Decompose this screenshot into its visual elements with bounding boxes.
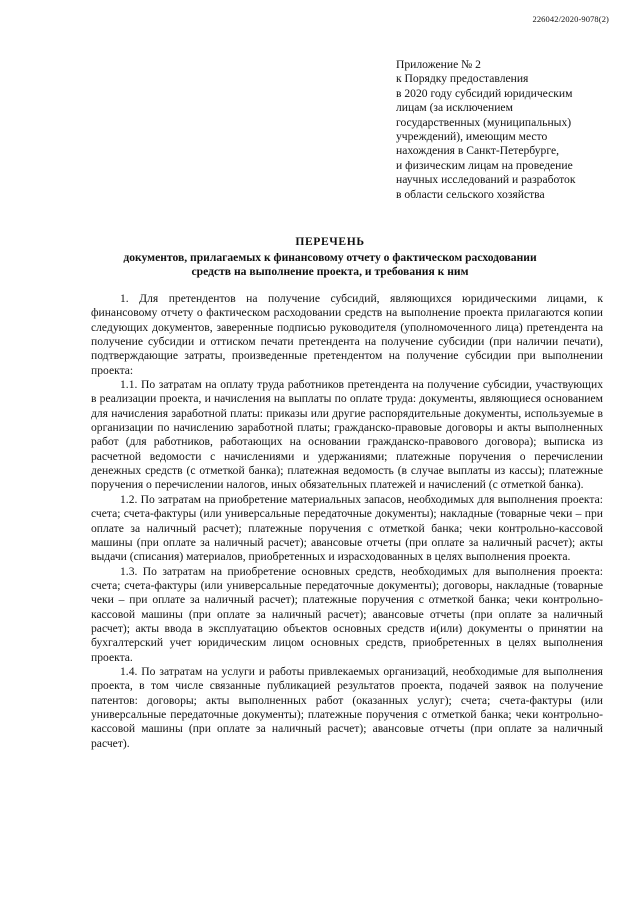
title-subheading-line: документов, прилагаемых к финансовому отчету о фактическом расходовании: [123, 250, 537, 264]
paragraph-1-4: 1.4. По затратам на услуги и работы привлекаемых организаций, необходимые для выполнения проекта, в том числе связанные публикацией результатов проекта, подачей заявок на получение патентов: договоры; акты выполненных работ (оказанных услуг); счета; счета-фактуры (или универсальные передаточные документы); платежные поручения с отметкой банка; чеки контрольно-кассовой машины (при оплате за наличный расчет); авансовые отчеты (при оплате за наличный расчет).: [91, 664, 603, 750]
paragraph-1-3: 1.3. По затратам на приобретение основных средств, необходимых для выполнения проекта: счета; счета-фактуры (или универсальные передаточные документы); договоры, накладные (товарные чеки – при оплате за наличный расчет); платежные поручения с отметкой банка; чеки контрольно-кассовой машины (при оплате за наличный расчет); авансовые отчеты (при оплате за наличный расчет); акты ввода в эксплуатацию объектов основных средств и(или) документы о принятии на бухгалтерский учет юридическим лицом основных средств, приобретенных в целях выполнения проекта.: [91, 564, 603, 664]
appendix-line: и физическим лицам на проведение: [396, 158, 573, 172]
document-number: 226042/2020-9078(2): [532, 14, 609, 24]
paragraph-1: 1. Для претендентов на получение субсидий, являющихся юридическими лицами, к финансовому отчету о фактическом расходовании средств на выполнение проекта прилагаются копии следующих документов, заверенные подписью руководителя (уполномоченного лица) претендента на получение субсидии и оттиском печати претендента на получение субсидии (при наличии печати), подтверждающие затраты, произведенные претендентом на получение субсидии при выполнении проекта:: [91, 292, 603, 377]
appendix-line: в области сельского хозяйства: [396, 187, 545, 201]
appendix-line: лицам (за исключением: [396, 101, 513, 115]
appendix-line: Приложение № 2: [396, 58, 481, 71]
appendix-line: государственных (муниципальных): [396, 115, 572, 129]
title-subheading-line: средств на выполнение проекта, и требования к ним: [191, 265, 469, 278]
document-title: [80, 235, 580, 280]
appendix-line: научных исследований и разработок: [396, 173, 576, 187]
appendix-block: [396, 58, 621, 202]
appendix-line: нахождения в Санкт-Петербурге,: [396, 144, 559, 158]
document-body: [91, 292, 603, 751]
paragraph-1-2: 1.2. По затратам на приобретение материальных запасов, необходимых для выполнения проекта: счета; счета-фактуры (или универсальные передаточные документы); накладные (товарные чеки – при оплате за наличный расчет); платежные поручения с отметкой банка; чеки контрольно-кассовой машины (при оплате за наличный расчет); авансовые отчеты (при оплате за наличный расчет); акты выдачи (списания) материалов, приобретенных и израсходованных в целях выполнения проекта.: [91, 492, 603, 564]
paragraph-1-1: 1.1. По затратам на оплату труда работников претендента на получение субсидии, участвующих в реализации проекта, и начисления на выплаты по оплате труда: документы, являющиеся основанием для начисления заработной платы: приказы или другие распорядительные документы, используемые в организации по начислению заработной платы; гражданско-правовые договоры и акты выполненных работ (для работников, работающих на основании гражданско-правового договора); выписка из расчетной ведомости с начислениями и удержаниями; платежные поручения о перечислении денежных средств (с отметкой банка); платежная ведомость (в случае выплаты из кассы); платежные поручения о перечислении налогов, иных обязательных платежей и начислений (с отметкой банка).: [91, 378, 603, 492]
appendix-line: учреждений), имеющим место: [396, 130, 548, 144]
appendix-line: к Порядку предоставления: [396, 72, 529, 86]
title-heading: ПЕРЕЧЕНЬ: [295, 235, 365, 248]
appendix-line: в 2020 году субсидий юридическим: [396, 86, 573, 100]
